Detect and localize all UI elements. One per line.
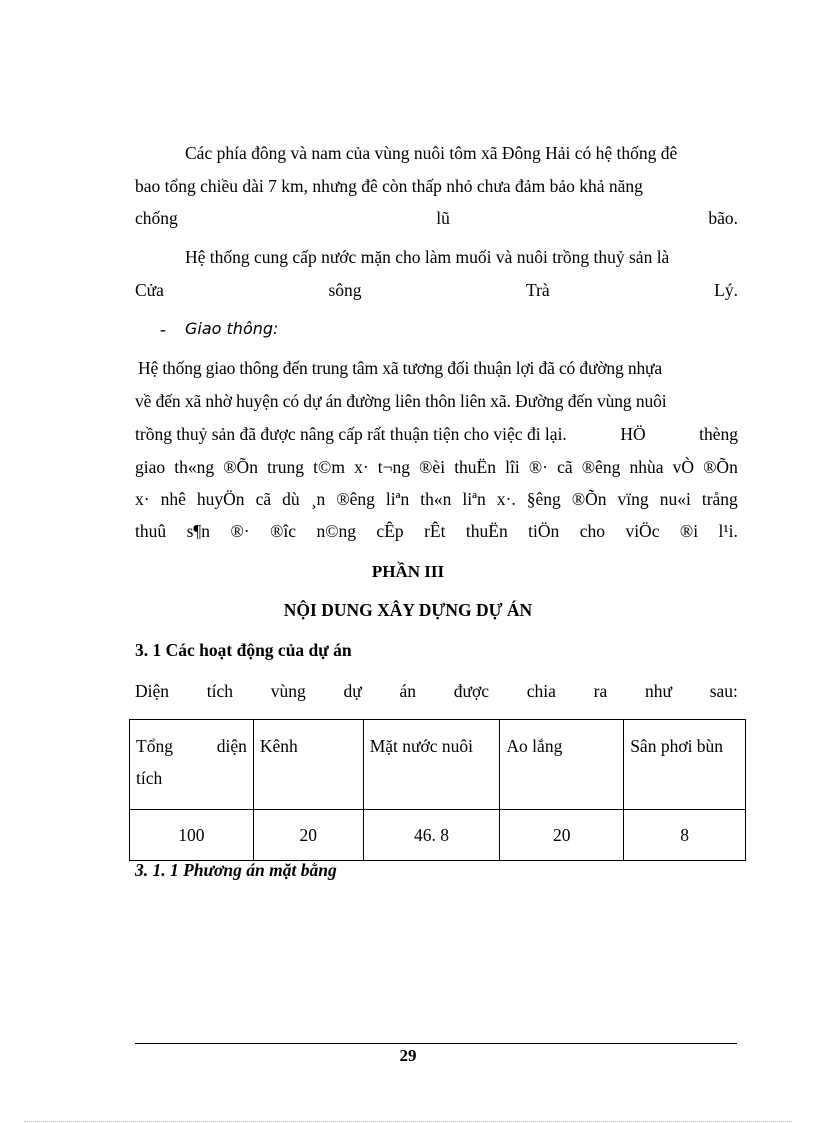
word: HÖ bbox=[620, 424, 646, 444]
table-cell: 46. 8 bbox=[363, 810, 500, 861]
paragraph-3-line-4-garbled bbox=[135, 456, 738, 478]
word: sau: bbox=[709, 681, 738, 701]
word: rÊt bbox=[424, 521, 446, 541]
word: vïng bbox=[617, 489, 649, 509]
word: vÒ bbox=[672, 457, 695, 477]
word: như bbox=[644, 681, 672, 701]
word: sông bbox=[328, 280, 362, 300]
word: dự bbox=[343, 681, 362, 701]
word: l¹i. bbox=[718, 521, 738, 541]
word: giao bbox=[135, 457, 166, 477]
word: ®èi bbox=[419, 457, 446, 477]
paragraph-1-line-2: bao tổng chiều dài 7 km, nhưng đê còn thấp nhỏ chưa đảm bảo khả năng bbox=[135, 176, 643, 196]
table-header-cell: Ao lắng bbox=[500, 720, 624, 810]
word: lîi bbox=[505, 457, 520, 477]
area-intro-line bbox=[135, 680, 738, 702]
page-number: 29 bbox=[399, 1046, 417, 1065]
word: s¶n bbox=[186, 521, 211, 541]
bullet-heading-giao-thong: Giao thông: bbox=[185, 319, 279, 338]
word: thuËn bbox=[454, 457, 496, 477]
word: được bbox=[453, 681, 489, 701]
word: ®· bbox=[230, 521, 250, 541]
section-title: NỘI DUNG XÂY DỰNG DỰ ÁN bbox=[283, 600, 533, 620]
word: huyÖn bbox=[196, 489, 245, 509]
word: cã bbox=[255, 489, 272, 509]
heading-3-1-1: 3. 1. 1 Phương án mặt bằng bbox=[135, 860, 337, 880]
table-cell: 100 bbox=[130, 810, 254, 861]
word: nhùa bbox=[629, 457, 664, 477]
paragraph-3-line-6-garbled bbox=[135, 520, 738, 542]
heading-3-1: 3. 1 Các hoạt động của dự án bbox=[135, 640, 352, 660]
word: ®îc bbox=[270, 521, 296, 541]
page-edge-divider bbox=[24, 1121, 792, 1122]
paragraph-1-line-3 bbox=[135, 207, 738, 229]
paragraph-3-line-1: Hệ thống giao thông đến trung tâm xã tương đối thuận lợi đã có đường nhựa bbox=[138, 358, 662, 378]
word: ®Õn bbox=[223, 457, 258, 477]
paragraph-2-line-1: Hệ thống cung cấp nước mặn cho làm muối và nuôi trồng thuỷ sản là bbox=[185, 247, 670, 267]
word: thèng bbox=[699, 424, 738, 444]
word: ®Õn bbox=[703, 457, 738, 477]
word: ®· bbox=[528, 457, 548, 477]
paragraph-3-line-2: về đến xã nhờ huyện có dự án đường liên thôn liên xã. Đường đến vùng nuôi bbox=[135, 391, 667, 411]
word: trung bbox=[267, 457, 305, 477]
word: ®êng bbox=[336, 489, 375, 509]
word: x· bbox=[135, 489, 150, 509]
word: th«n bbox=[420, 489, 452, 509]
table-cell: 20 bbox=[500, 810, 624, 861]
word: n©ng bbox=[316, 521, 356, 541]
word: ¸n bbox=[310, 489, 326, 509]
area-allocation-table bbox=[129, 719, 746, 861]
word: Trà bbox=[526, 280, 550, 300]
word: th«ng bbox=[174, 457, 215, 477]
word: liªn bbox=[385, 489, 410, 509]
table-header-cell bbox=[130, 720, 254, 810]
word: tích bbox=[136, 768, 163, 788]
word: lũ bbox=[436, 208, 450, 228]
word: cho bbox=[579, 521, 605, 541]
word: trồng thuỷ sản đã được nâng cấp rất thuận tiện cho việc đi lại. bbox=[135, 424, 567, 444]
word: ra bbox=[593, 681, 608, 701]
word: t©m bbox=[313, 457, 345, 477]
word: chống bbox=[135, 208, 178, 228]
paragraph-2-line-2 bbox=[135, 279, 738, 301]
word: trång bbox=[701, 489, 738, 509]
word: cã bbox=[557, 457, 573, 477]
word: liªn bbox=[462, 489, 486, 509]
word: bão. bbox=[708, 208, 738, 228]
paragraph-3-line-3 bbox=[135, 423, 738, 445]
table-header-cell: Sân phơi bùn bbox=[624, 720, 746, 810]
word: nu«i bbox=[659, 489, 691, 509]
word: dù bbox=[282, 489, 300, 509]
word: chia bbox=[526, 681, 556, 701]
word: t¬ng bbox=[377, 457, 410, 477]
word: nhê bbox=[160, 489, 186, 509]
paragraph-3-line-5-garbled bbox=[135, 488, 738, 510]
table-header-row bbox=[130, 720, 746, 810]
word: diện bbox=[216, 736, 247, 756]
footer-divider bbox=[135, 1043, 737, 1044]
word: Diện bbox=[135, 681, 170, 701]
paragraph-1-line-1: Các phía đông và nam của vùng nuôi tôm xã Đông Hải có hệ thống đê bbox=[185, 143, 678, 163]
word: ®Õn bbox=[571, 489, 607, 509]
table-header-cell: Mặt nước nuôi bbox=[363, 720, 500, 810]
table-cell: 20 bbox=[253, 810, 363, 861]
table-row bbox=[130, 810, 746, 861]
word: vùng bbox=[270, 681, 306, 701]
word: Cửa bbox=[135, 280, 164, 300]
part-heading: PHẦN III bbox=[371, 562, 445, 581]
word: thuËn bbox=[465, 521, 508, 541]
table-cell: 8 bbox=[624, 810, 746, 861]
word: ®êng bbox=[581, 457, 621, 477]
word: x· bbox=[354, 457, 369, 477]
word: ®i bbox=[679, 521, 699, 541]
word: án bbox=[399, 681, 416, 701]
word: tiÖn bbox=[528, 521, 560, 541]
word: x·. bbox=[496, 489, 516, 509]
table-header-cell: Kênh bbox=[253, 720, 363, 810]
word: Lý. bbox=[714, 280, 738, 300]
word: thuû bbox=[135, 521, 167, 541]
word: §êng bbox=[526, 489, 561, 509]
word: viÖc bbox=[625, 521, 660, 541]
word: cÊp bbox=[376, 521, 404, 541]
header-total-area-line bbox=[136, 730, 247, 762]
bullet-dash: - bbox=[160, 319, 166, 339]
word: tích bbox=[206, 681, 234, 701]
word: Tổng bbox=[136, 736, 173, 756]
